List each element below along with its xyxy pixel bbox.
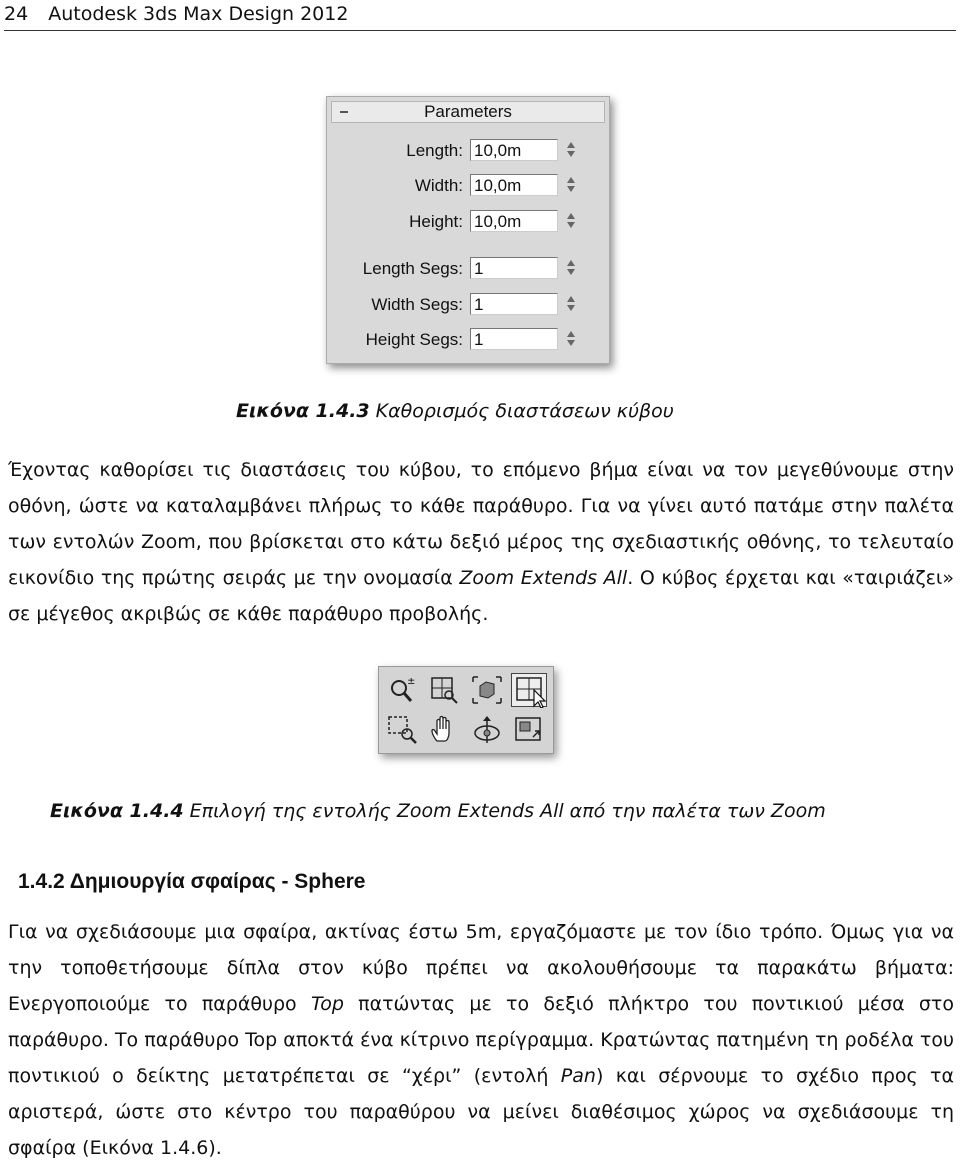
viewport-name: Top (310, 993, 344, 1015)
length-label: Length: (406, 141, 463, 160)
command-name: Zoom Extends All (459, 567, 628, 589)
width-segs-label: Width Segs: (371, 295, 463, 314)
zoom-extents-icon[interactable] (469, 673, 505, 707)
command-name: Pan (560, 1065, 596, 1087)
book-title: Autodesk 3ds Max Design 2012 (48, 3, 349, 25)
height-segs-row (327, 328, 609, 352)
length-segs-spinner[interactable] (566, 258, 576, 278)
height-segs-label: Height Segs: (365, 330, 463, 349)
length-row (327, 139, 609, 163)
figure-caption (236, 400, 674, 422)
parameters-rollout-title[interactable]: Parameters (331, 101, 605, 123)
width-label: Width: (414, 176, 463, 195)
width-row (327, 174, 609, 198)
length-segs-field[interactable]: 1 (470, 257, 558, 279)
width-field[interactable]: 10,0m (470, 174, 558, 196)
paragraph-text: Έχοντας καθορίσει τις διαστάσεις του κύβου, το επόμενο βήμα είναι να τον μεγεθύνουμε στην οθόνη, ώστε να καταλαμβάνει πλήρως το κάθε παράθυρο. Για να γίνει αυτό πατάμε στην παλέτα των εντολών Zoom, που βρίσκεται στο κάτω δεξιό μέρος της σχεδιαστικής οθόνης, το τελευταίο εικονίδιο της πρώτης σειράς με την ονομασία (8, 459, 954, 589)
body-paragraph (8, 452, 954, 632)
body-paragraph (8, 914, 954, 1166)
width-segs-field[interactable]: 1 (470, 293, 558, 315)
paragraph-text: Για να σχεδιάσουμε μια σφαίρα, ακτίνας έστω 5m, εργαζόμαστε με τον ίδιο τρόπο. Όμως για να την τοποθετήσουμε δίπλα στον κύβο πρέπει να ακολουθήσουμε τα παρακάτω βήματα: Ενεργοποιούμε το παράθυρο (8, 921, 954, 1015)
zoom-region-icon[interactable] (385, 713, 421, 747)
length-segs-label: Length Segs: (362, 259, 463, 278)
height-segs-spinner[interactable] (566, 329, 576, 349)
height-spinner[interactable] (566, 211, 576, 231)
pan-hand-icon[interactable] (427, 713, 463, 747)
zoom-extents-all-icon[interactable] (511, 673, 547, 707)
height-field[interactable]: 10,0m (470, 210, 558, 232)
height-label: Height: (409, 212, 463, 231)
height-segs-field[interactable]: 1 (470, 328, 558, 350)
zoom-toolbar (378, 666, 554, 754)
section-heading: 1.4.2 Δημιουργία σφαίρας - Sphere (18, 870, 366, 893)
length-field[interactable]: 10,0m (470, 139, 558, 161)
width-segs-row (327, 293, 609, 317)
zoom-all-icon[interactable] (427, 673, 463, 707)
maximize-toggle-icon[interactable] (511, 713, 547, 747)
figure-number: Εικόνα 1.4.4 (50, 800, 184, 822)
height-row (327, 210, 609, 234)
orbit-icon[interactable] (469, 713, 505, 747)
page-header (4, 0, 956, 31)
figure-number: Εικόνα 1.4.3 (236, 400, 370, 422)
page-number: 24 (4, 3, 29, 25)
zoom-icon[interactable] (385, 673, 421, 707)
paragraph-text: . Ο κύβος έρχεται και «ταιριάζει» σε μέγεθος ακριβώς σε κάθε παράθυρο προβολής. (8, 567, 954, 625)
paragraph-text: πατώντας με το δεξιό πλήκτρο του ποντικιού μέσα στο παράθυρο. Το παράθυρο Top αποκτά ένα κίτρινο περίγραμμα. Κρατώντας πατημένη τη ροδέλα του ποντικιού ο δείκτης μετατρέπεται σε “χέρι” (εντολή (8, 993, 954, 1087)
width-spinner[interactable] (566, 175, 576, 195)
paragraph-text: ) και σέρνουμε το σχέδιο προς τα αριστερά, ώστε στο κέντρο του παραθύρου να μείνει διαθέσιμος χώρος να σχεδιάσουμε τη σφαίρα (Εικόνα 1.4.6). (8, 1065, 954, 1159)
length-spinner[interactable] (566, 140, 576, 160)
width-segs-spinner[interactable] (566, 294, 576, 314)
figure-caption (50, 800, 826, 822)
figure-caption-text: Καθορισμός διαστάσεων κύβου (369, 400, 674, 422)
length-segs-row (327, 257, 609, 281)
figure-caption-text: Επιλογή της εντολής Zoom Extends All από την παλέτα των Zoom (183, 800, 826, 822)
parameters-panel (326, 96, 610, 364)
svg-text:±: ± (407, 676, 416, 687)
